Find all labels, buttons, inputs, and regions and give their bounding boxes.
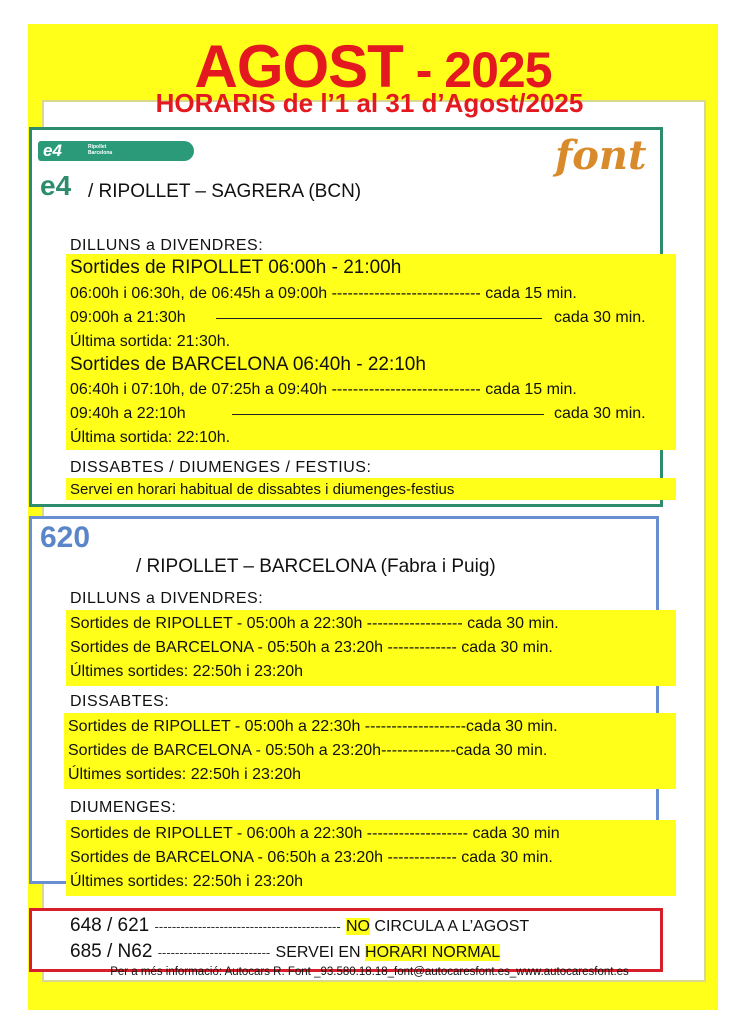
schedule-subtitle: HORARIS de l’1 al 31 d’Agost/2025 xyxy=(155,88,584,118)
r620-saturday-last: Últimes sortides: 22:50h i 23:20h xyxy=(68,766,302,783)
e4-badge-text: Ripollet Barcelona xyxy=(88,144,113,156)
font-logo: font xyxy=(555,132,647,179)
other-line2-service: SERVEI EN xyxy=(275,944,366,961)
year-label: 2025 xyxy=(444,42,552,98)
e4-barcelona-line2-freq: cada 30 min. xyxy=(554,405,646,422)
e4-weekdays-label: DILLUNS a DIVENDRES: xyxy=(70,237,264,254)
r620-weekdays-last: Últimes sortides: 22:50h i 23:20h xyxy=(70,663,304,680)
e4-route-number: e4 xyxy=(40,170,72,201)
month-dash: - xyxy=(402,42,445,98)
e4-ripollet-line2: 09:00h a 21:30h xyxy=(70,309,186,326)
other-line2-dashes: -------------------------- xyxy=(157,945,271,960)
e4-badge xyxy=(38,141,194,161)
e4-route-name: / RIPOLLET – SAGRERA (BCN) xyxy=(88,181,362,202)
other-line1-dashes: ------------------------------------------- xyxy=(154,919,341,934)
e4-ripollet-line2-rule xyxy=(216,318,542,319)
r620-sunday-last: Últimes sortides: 22:50h i 23:20h xyxy=(70,873,304,890)
r620-saturday-ripollet: Sortides de RIPOLLET - 05:00h a 22:30h -------------------cada 30 min. xyxy=(68,718,558,735)
other-line2 xyxy=(70,942,500,963)
e4-ripollet-line1: 06:00h i 06:30h, de 06:45h a 09:00h ---------------------------- cada 15 min. xyxy=(70,285,577,302)
r620-saturday-label: DISSABTES: xyxy=(70,693,170,710)
month-label: AGOST xyxy=(194,33,403,100)
e4-weekend-text: Servei en horari habitual de dissabtes i diumenges-festius xyxy=(70,481,455,498)
r620-route-name: / RIPOLLET – BARCELONA (Fabra i Puig) xyxy=(136,556,496,577)
footer-contact: Per a més informació: Autocars R. Font _93.580.18.18_font@autocaresfont.es_www.autocaresfont.es xyxy=(110,966,629,978)
e4-barcelona-last: Última sortida: 22:10h. xyxy=(70,429,231,446)
r620-saturday-barcelona: Sortides de BARCELONA - 05:50h a 23:20h--------------cada 30 min. xyxy=(68,742,548,759)
e4-barcelona-line1: 06:40h i 07:10h, de 07:25h a 09:40h ---------------------------- cada 15 min. xyxy=(70,381,577,398)
other-line1-text: CIRCULA A L’AGOST xyxy=(369,918,530,935)
r620-weekdays-barcelona: Sortides de BARCELONA - 05:50h a 23:20h ------------- cada 30 min. xyxy=(70,639,553,656)
r620-sunday-label: DIUMENGES: xyxy=(70,799,177,816)
e4-weekend-label: DISSABTES / DIUMENGES / FESTIUS: xyxy=(70,459,372,476)
e4-badge-code: e4 xyxy=(43,141,62,160)
e4-barcelona-line2: 09:40h a 22:10h xyxy=(70,405,186,422)
e4-ripollet-header: Sortides de RIPOLLET 06:00h - 21:00h xyxy=(70,257,402,278)
e4-barcelona-header: Sortides de BARCELONA 06:40h - 22:10h xyxy=(70,354,426,375)
e4-ripollet-line2-freq: cada 30 min. xyxy=(554,309,646,326)
other-line1-routes: 648 / 621 xyxy=(70,915,150,936)
other-line1-no: NO xyxy=(345,918,370,935)
other-line1 xyxy=(70,916,529,937)
r620-sunday-barcelona: Sortides de BARCELONA - 06:50h a 23:20h ------------- cada 30 min. xyxy=(70,849,553,866)
e4-ripollet-last: Última sortida: 21:30h. xyxy=(70,333,231,350)
r620-route-number: 620 xyxy=(40,521,91,554)
e4-barcelona-line2-rule xyxy=(232,414,544,415)
other-line2-normal: HORARI NORMAL xyxy=(365,944,501,961)
r620-weekdays-ripollet: Sortides de RIPOLLET - 05:00h a 22:30h ------------------ cada 30 min. xyxy=(70,615,559,632)
r620-sunday-ripollet: Sortides de RIPOLLET - 06:00h a 22:30h ------------------- cada 30 min xyxy=(70,825,560,842)
other-line2-routes: 685 / N62 xyxy=(70,941,153,962)
r620-weekdays-label: DILLUNS a DIVENDRES: xyxy=(70,590,264,607)
